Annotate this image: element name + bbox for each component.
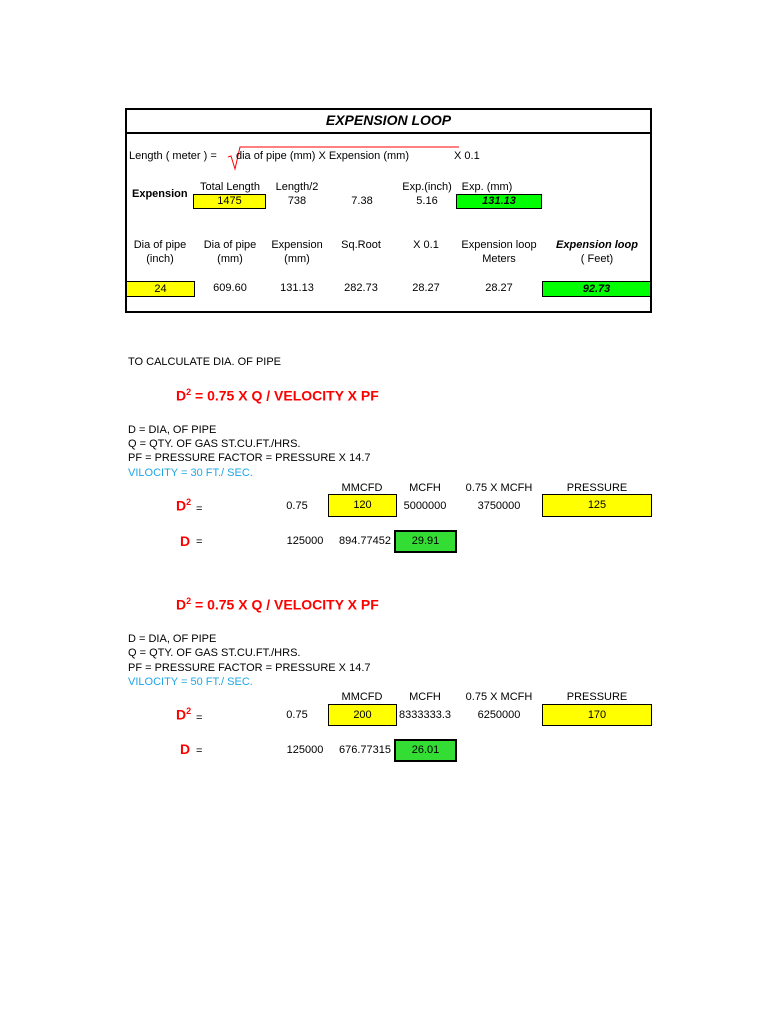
d2-sup-1: 2 — [186, 497, 192, 507]
def-q-1: Q = QTY. OF GAS ST.CU.FT./HRS. — [128, 438, 301, 450]
d2-label-2 — [176, 706, 191, 723]
expension-mm-value: 131.13 — [280, 282, 314, 294]
header-exp-mm: Exp. (mm) — [461, 181, 513, 193]
hdr-loop-feet-l1: Expension loop — [556, 239, 638, 251]
d-eq-1: = — [196, 536, 203, 548]
hdr-pressure-1: PRESSURE — [566, 482, 628, 494]
hdr-mmcfd-2: MMCFD — [341, 691, 383, 703]
loop-feet-result: 92.73 — [542, 281, 651, 297]
formula-d-2: D — [176, 596, 187, 613]
hdr-dia-mm-l1: Dia of pipe — [203, 239, 257, 251]
hdr-expension-mm — [264, 238, 330, 266]
def-d-2: D = DIA, OF PIPE — [128, 633, 217, 645]
title-divider — [125, 132, 652, 134]
calc-title: TO CALCULATE DIA. OF PIPE — [128, 356, 282, 368]
mcfh-value-2: 8333333.3 — [399, 709, 451, 721]
d-v1-1: 125000 — [286, 535, 324, 547]
velocity-2: VILOCITY = 50 FT./ SEC. — [128, 676, 253, 688]
mcfh75-value-2: 6250000 — [477, 709, 521, 721]
mmcfd-input-2[interactable]: 200 — [328, 704, 397, 726]
coef-2: 0.75 — [286, 709, 308, 721]
d-v1-2: 125000 — [286, 744, 324, 756]
hdr-x01 — [393, 238, 459, 252]
mmcfd-input-1[interactable]: 120 — [328, 494, 397, 517]
formula-lhs: Length ( meter ) = — [129, 150, 217, 162]
hdr-mcfh75-2: 0.75 X MCFH — [465, 691, 533, 703]
value-7-38: 7.38 — [351, 195, 373, 207]
loop-title: EXPENSION LOOP — [325, 112, 452, 128]
d-label-2: D — [180, 741, 191, 757]
dia-mm-value: 609.60 — [213, 282, 247, 294]
formula-heading-2 — [176, 596, 379, 613]
exp-mm-result: 131.13 — [456, 194, 542, 209]
coef-1: 0.75 — [286, 500, 308, 512]
hdr-pressure-2: PRESSURE — [566, 691, 628, 703]
d2-sup-2: 2 — [186, 706, 192, 716]
formula-sup-2: 2 — [186, 596, 192, 606]
d-v2-2: 676.77315 — [339, 744, 391, 756]
d2-eq-2: = — [196, 712, 203, 724]
pressure-input-2[interactable]: 170 — [542, 704, 652, 726]
hdr-expension-mm-l2: (mm) — [284, 253, 310, 265]
hdr-dia-mm-l2: (mm) — [217, 253, 243, 265]
hdr-x01-l1: X 0.1 — [413, 239, 439, 251]
d-label-1: D — [180, 533, 191, 549]
formula-heading-1 — [176, 387, 379, 404]
d-eq-2: = — [196, 745, 203, 757]
hdr-loop-feet-l2: ( Feet) — [580, 253, 614, 265]
mcfh75-value-1: 3750000 — [477, 500, 521, 512]
hdr-sqroot-l1: Sq.Root — [341, 239, 381, 251]
formula-d-1: D — [176, 387, 187, 404]
hdr-loop-meters — [456, 238, 542, 266]
loop-meters-value: 28.27 — [485, 282, 513, 294]
pressure-input-1[interactable]: 125 — [542, 494, 652, 517]
mcfh-value-1: 5000000 — [403, 500, 447, 512]
velocity-1: VILOCITY = 30 FT./ SEC. — [128, 467, 253, 479]
exp-inch-value: 5.16 — [416, 195, 438, 207]
def-q-2: Q = QTY. OF GAS ST.CU.FT./HRS. — [128, 647, 301, 659]
d-result-2: 26.01 — [394, 739, 457, 762]
hdr-dia-mm — [196, 238, 264, 266]
half-length-value: 738 — [287, 195, 307, 207]
hdr-mcfh-1: MCFH — [409, 482, 441, 494]
formula-root: dia of pipe (mm) X Expension (mm) — [236, 150, 409, 162]
hdr-dia-inch-l2: (inch) — [146, 253, 174, 265]
formula-rest-1: = 0.75 X Q / VELOCITY X PF — [191, 387, 379, 404]
def-pf-2: PF = PRESSURE FACTOR = PRESSURE X 14.7 — [128, 662, 371, 674]
hdr-loop-meters-l2: Meters — [482, 253, 516, 265]
hdr-dia-inch — [127, 238, 193, 266]
hdr-mcfh-2: MCFH — [409, 691, 441, 703]
d-v2-1: 894.77452 — [339, 535, 391, 547]
header-length-half: Length/2 — [275, 181, 319, 193]
sqroot-value: 282.73 — [344, 282, 378, 294]
d2-d-2: D — [176, 706, 187, 723]
hdr-loop-meters-l1: Expension loop — [461, 239, 537, 251]
header-exp-inch: Exp.(inch) — [402, 181, 452, 193]
hdr-sqroot — [328, 238, 394, 252]
hdr-mmcfd-1: MMCFD — [341, 482, 383, 494]
expension-label: Expension — [132, 188, 188, 200]
hdr-expension-mm-l1: Expension — [271, 239, 323, 251]
dia-inch-input[interactable]: 24 — [126, 281, 195, 297]
x01-value: 28.27 — [412, 282, 440, 294]
def-d-1: D = DIA, OF PIPE — [128, 424, 217, 436]
formula-sup-1: 2 — [186, 387, 192, 397]
def-pf-1: PF = PRESSURE FACTOR = PRESSURE X 14.7 — [128, 452, 371, 464]
formula-rest-2: = 0.75 X Q / VELOCITY X PF — [191, 596, 379, 613]
d2-label-1 — [176, 497, 191, 514]
d2-d-1: D — [176, 497, 187, 514]
hdr-loop-feet — [544, 238, 650, 266]
d-result-1: 29.91 — [394, 530, 457, 553]
total-length-input[interactable]: 1475 — [193, 194, 266, 209]
d2-eq-1: = — [196, 503, 203, 515]
hdr-mcfh75-1: 0.75 X MCFH — [465, 482, 533, 494]
hdr-dia-inch-l1: Dia of pipe — [133, 239, 187, 251]
header-total-length: Total Length — [200, 181, 260, 193]
formula-mult: X 0.1 — [454, 150, 480, 162]
